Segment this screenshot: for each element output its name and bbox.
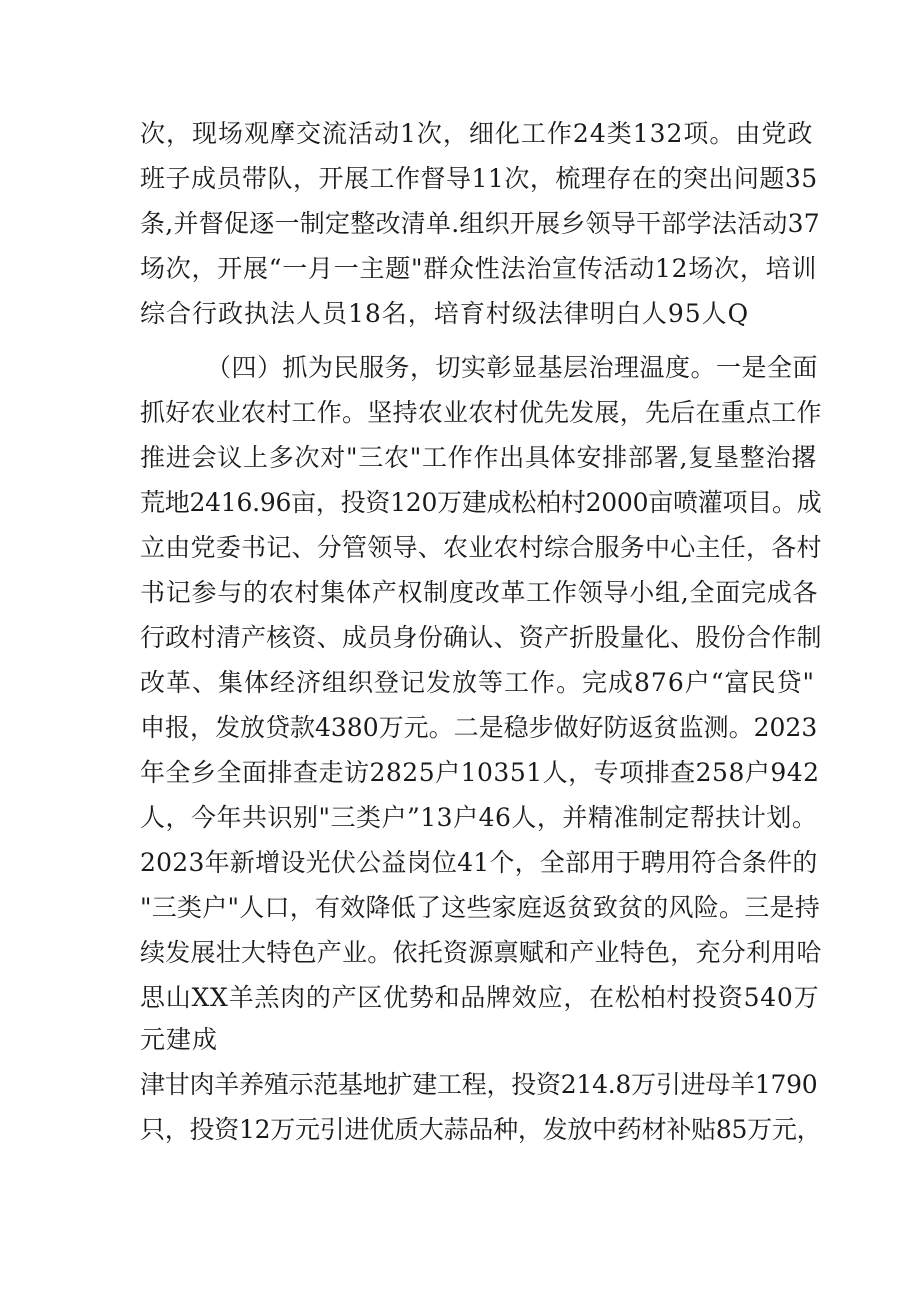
text-line: 2023年新增设光伏公益岗位41个，全部用于聘用符合条件的 <box>140 848 818 877</box>
text-line: 综合行政执法人员18名，培育村级法律明白人95人Q <box>140 299 750 328</box>
text-line: "三类户"人口，有效降低了这些家庭返贫致贫的风险。三是持 <box>140 893 821 922</box>
text-line: 元建成 <box>140 1025 219 1054</box>
text-line: 人，今年共识别"三类户”13户46人，并精准制定帮扶计划。 <box>140 803 818 832</box>
text-line: 津甘肉羊养殖示范基地扩建工程，投资214.8万引进母羊1790 <box>140 1070 818 1099</box>
text-line: 申报，发放贷款4380万元。二是稳步做好防返贫监测。2023 <box>140 713 818 742</box>
text-line: 书记参与的农村集体产权制度改革工作领导小组,全面完成各 <box>140 578 819 607</box>
text-line: 立由党委书记、分管领导、农业农村综合服务中心主任，各村 <box>140 533 822 562</box>
paragraph-first-line: （四）抓为民服务，切实彰显基层治理温度。一是全面 <box>206 353 819 382</box>
text-line: 思山XX羊羔肉的产区优势和品牌效应，在松柏村投资540万 <box>140 983 820 1012</box>
text-line: 次，现场观摩交流活动1次，细化工作24类132项。由党政 <box>140 119 814 148</box>
text-line: 年全乡全面排查走访2825户10351人，专项排查258户942 <box>140 758 820 787</box>
text-line: 推进会议上多次对"三农"工作作出具体安排部署,复垦整治撂 <box>140 443 817 472</box>
text-line: 条,并督促逐一制定整改清单.组织开展乡领导干部学法活动37 <box>140 209 820 238</box>
text-line: 荒地2416.96亩，投资120万建成松柏村2000亩喷灌项目。成 <box>140 488 822 517</box>
text-line: 续发展壮大特色产业。依托资源禀赋和产业特色，充分利用哈 <box>140 938 822 967</box>
text-line: 只，投资12万元引进优质大蒜品种，发放中药材补贴85万元， <box>140 1115 822 1144</box>
text-line: 班子成员带队，开展工作督导11次，梳理存在的突出问题35 <box>140 164 818 193</box>
text-line: 改革、集体经济组织登记发放等工作。完成876户“富民贷" <box>140 668 815 697</box>
text-line: 抓好农业农村工作。坚持农业农村优先发展，先后在重点工作 <box>140 398 822 427</box>
text-line: 行政村清产核资、成员身份确认、资产折股量化、股份合作制 <box>140 623 822 652</box>
text-line: 场次，开展“一月一主题"群众性法治宣传活动12场次，培训 <box>140 254 818 283</box>
